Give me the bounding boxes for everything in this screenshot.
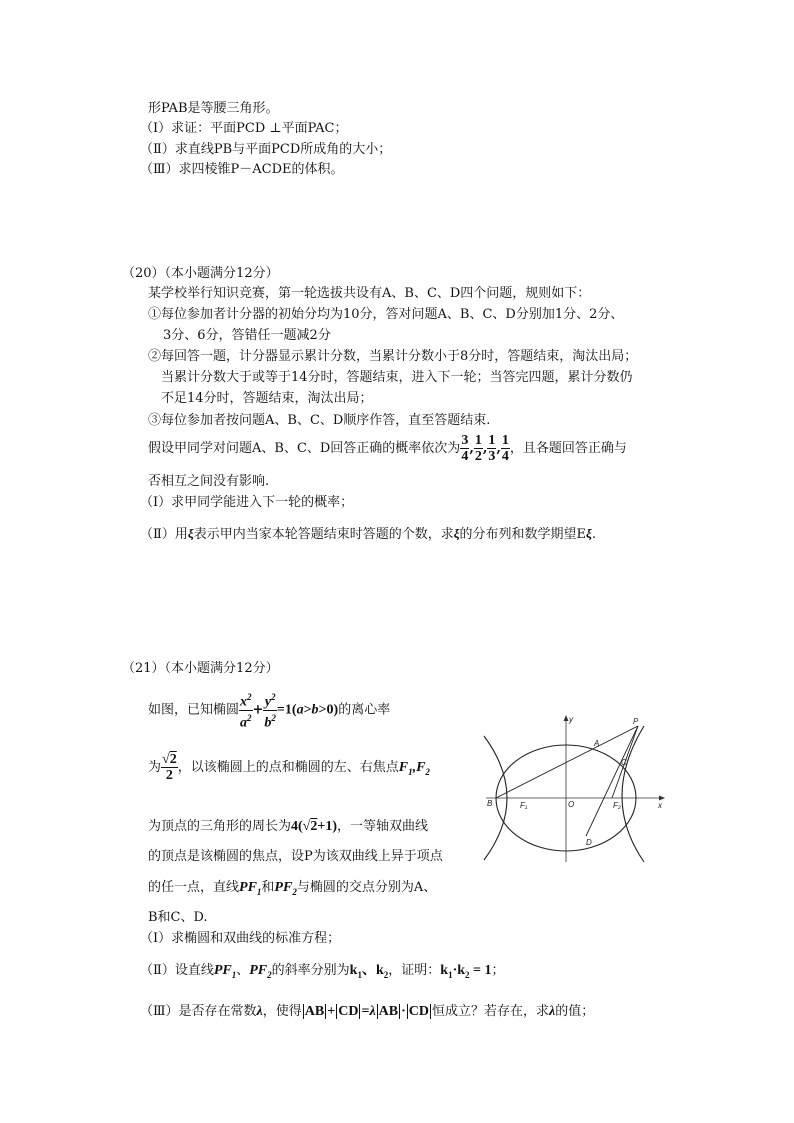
slope-product-equation: $k_1\cdot k_2 = 1$	[440, 963, 492, 980]
q19-part3: （Ⅲ）求四棱锥P－ACDE的体积。	[140, 162, 344, 177]
q21-line6: B和C、D.	[148, 910, 208, 925]
q20-part2-d: .	[591, 527, 597, 542]
q21-part3	[140, 1003, 594, 1021]
q21-l2-pre: 为	[148, 760, 162, 775]
q20-rule1-b: 3分、6分，答错任一题减2分	[163, 328, 331, 343]
q20-prob-line2: 否相互之间没有影响.	[148, 474, 270, 489]
q20-part2-b: 表示甲内当家本轮答题结束时答题的个数，求	[193, 527, 454, 542]
line-pf1: $PF_1$	[239, 880, 262, 897]
ellipse-hyperbola-figure	[482, 712, 670, 864]
label-y: y	[569, 715, 573, 724]
ellipse-condition: =1(a>b>0)	[276, 702, 339, 718]
xi-symbol: ξ	[586, 526, 592, 541]
fraction-numerator: 1	[474, 433, 482, 448]
q20-rule2-a: ②每回答一题，计分器显示累计分数，当累计分数小于8分时，答题结束，淘汰出局；	[148, 349, 638, 364]
q20-rule2-b: 当累计分数大于或等于14分时，答题结束，进入下一轮；当答完四题，累计分数仍	[161, 370, 633, 385]
fraction-numerator: $y^2$	[264, 692, 276, 710]
fraction-1-4	[501, 433, 510, 464]
fraction-numerator: 3	[461, 433, 469, 448]
label-f1: F₁	[520, 801, 528, 810]
label-d: D	[586, 838, 592, 847]
q20-prob-pre: 假设甲同学对问题A、B、C、D回答正确的概率依次为	[148, 441, 461, 456]
fraction-denominator: 2	[165, 768, 173, 783]
hyperbola-right-branch	[622, 726, 644, 862]
q20-part2-c: 的分布列和数学期望E	[459, 527, 587, 542]
q20-part1: （Ⅰ）求甲同学能进入下一轮的概率；	[140, 495, 354, 510]
q19-line1: 形PAB是等腰三角形。	[148, 101, 279, 116]
q21-part1: （Ⅰ）求椭圆和双曲线的标准方程；	[140, 931, 341, 946]
q21-l5-mid: 和	[261, 880, 275, 895]
q20-rule3: ③每位参加者按问题A、B、C、D顺序作答，直至答题结束.	[148, 413, 491, 428]
fraction-3-4	[460, 433, 469, 464]
q21-part2-mid: 的斜率分别为	[271, 963, 350, 978]
line-pf2: $PF_2$	[249, 963, 272, 980]
fraction-denominator: $b^2$	[264, 712, 276, 731]
label-x: x	[658, 801, 662, 810]
eccentricity-fraction	[161, 752, 178, 783]
q19-part1: （Ⅰ）求证：平面PCD ⊥平面PAC；	[140, 121, 348, 136]
lambda-symbol: λ	[256, 1004, 263, 1019]
q20-rule1-a: ①每位参加者计分器的初始分均为10分，答对问题A、B、C、D分别加1分、2分、	[148, 307, 624, 322]
q19-part2: （Ⅱ）求直线PB与平面PCD所成角的大小；	[140, 142, 392, 157]
ellipse-x-term	[239, 690, 253, 730]
line-pf1: $PF_1$	[213, 963, 237, 980]
q21-line3	[148, 818, 428, 836]
q20-intro: 某学校举行知识竞赛，第一轮选拔共设有A、B、C、D四个问题，规则如下：	[148, 286, 591, 301]
q21-part3-end: 的值；	[555, 1004, 595, 1019]
q21-line5	[148, 879, 436, 901]
label-b: B	[487, 799, 493, 808]
q21-part3-pre: （Ⅲ）是否存在常数	[140, 1004, 257, 1019]
semicolon: ；	[491, 963, 505, 978]
label-p: P	[633, 717, 639, 726]
q21-l1-post: 的离心率	[338, 702, 391, 718]
label-o: O	[568, 800, 575, 809]
q21-line2	[148, 748, 430, 792]
fraction-1-2	[474, 433, 483, 464]
fraction-numerator: 1	[501, 433, 509, 448]
q21-l2-post: ，以该椭圆上的点和椭圆的左、右焦点	[177, 760, 399, 775]
q21-part2-pre: （Ⅱ）设直线	[140, 963, 214, 978]
q21-part3-post: 恒成立？若存在，求	[432, 1004, 550, 1019]
foci-symbols: $F_1,F_2$	[398, 760, 430, 777]
fraction-denominator: 4	[461, 449, 469, 464]
fraction-denominator: 4	[501, 449, 509, 464]
lambda-symbol: λ	[549, 1004, 556, 1019]
fraction-denominator: $a^2$	[240, 712, 252, 731]
q21-header: （21）（本小题满分12分）	[122, 661, 279, 676]
label-c: C	[621, 758, 627, 767]
q20-header: （20）（本小题满分12分）	[122, 266, 279, 281]
fraction-numerator: $x^2$	[240, 692, 252, 710]
line-pf2: $PF_2$	[274, 880, 297, 897]
xi-symbol: ξ	[187, 526, 194, 541]
slopes-k1-k2: $k_1$、$k_2$	[349, 963, 389, 980]
q20-prob-line: 假设甲同学对问题A、B、C、D回答正确的概率依次为 $\frac{3}{4}$ , $\frac{1}{2}$ , $\frac{1}{3}$ , $\frac{1}{4}$ ，且各题回答正确与	[148, 433, 627, 464]
q21-l5-post: 与椭圆的交点分别为A、	[296, 880, 437, 895]
q21-l1-pre: 如图，已知椭圆	[148, 702, 240, 718]
q21-part2-post: ，证明：	[388, 963, 441, 978]
label-f2: F₂	[613, 801, 621, 810]
lambda-equation: AB + CD =λ AB · CD	[304, 1004, 430, 1019]
ellipse-y-term	[263, 690, 277, 730]
q21-part2-sep: 、	[236, 963, 250, 978]
q20-rule2-c: 不足14分时，答题结束，淘汰出局；	[161, 391, 373, 406]
q21-l5-pre: 的任一点，直线	[148, 880, 240, 895]
fraction-denominator: 3	[488, 449, 496, 464]
label-a: A	[594, 739, 600, 748]
q20-prob-post: ，且各题回答正确与	[509, 441, 627, 456]
y-axis-arrow-icon	[564, 715, 569, 721]
q21-part2	[140, 962, 505, 984]
q20-part2-a: （Ⅱ）用	[140, 527, 188, 542]
q20-part2	[140, 525, 596, 544]
q21-part3-mid: ，使得	[262, 1004, 302, 1019]
perimeter-value: 4(√2+1)	[291, 819, 338, 834]
fraction-numerator: 1	[488, 433, 496, 448]
q21-l3-pre: 为顶点的三角形的周长为	[148, 819, 292, 834]
q21-line4: 的顶点是该椭圆的焦点，设P为该双曲线上异于项点	[148, 849, 443, 864]
x-axis-arrow-icon	[659, 796, 665, 801]
q21-l3-post: ，一等轴双曲线	[337, 819, 429, 834]
xi-symbol: ξ	[453, 526, 460, 541]
q21-line1: 如图，已知椭圆 $\frac{x^2}{a^2}$ + $\frac{y^2}{b^2}$ =1(a>b>0)的离心率	[148, 692, 391, 731]
fraction-numerator: √2	[162, 752, 177, 767]
fraction-denominator: 2	[474, 449, 482, 464]
